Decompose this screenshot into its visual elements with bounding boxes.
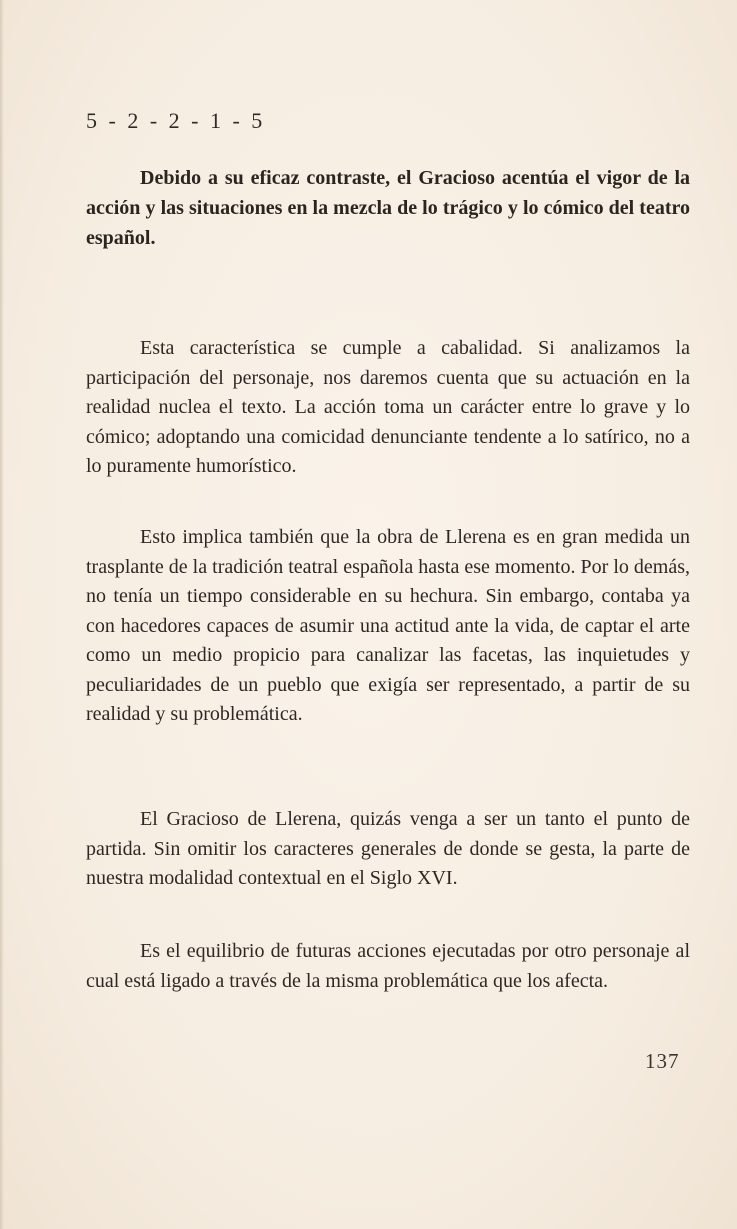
page-edge-shadow [0, 0, 4, 1229]
paragraph-3: El Gracioso de Llerena, quizás venga a ser un tanto el punto de partida. Sin omitir los caracteres generales de donde se gesta, la parte de nuestra modalidad contextual en el Siglo XVI. [86, 808, 690, 889]
section-number: 5 - 2 - 2 - 1 - 5 [86, 108, 266, 133]
paragraph-1: Esta característica se cumple a cabalidad. Si analizamos la participación del personaje, nos daremos cuenta que su actuación en la realidad nuclea el texto. La acción toma un carácter entre lo grave y lo cómico; adoptando una comicidad denunciante tendente a lo satírico, no a lo puramente humorístico. [86, 337, 690, 477]
page-number: 137 [645, 1049, 680, 1073]
paragraph-4: Es el equilibrio de futuras acciones ejecutadas por otro personaje al cual está ligado a través de la misma problemática que los afecta. [86, 940, 690, 992]
paragraph-2: Esto implica también que la obra de Llerena es en gran medida un trasplante de la tradición teatral española hasta ese momento. Por lo demás, no tenía un tiempo considerable en su hechura. Sin embargo, contaba ya con hacedores capaces de asumir una actitud ante la vida, de captar el arte como un medio propicio para canalizar las facetas, las inquietudes y peculiaridades de un pueblo que exigía ser representado, a partir de su realidad y su problemática. [86, 526, 690, 725]
thesis-statement: Debido a su eficaz contraste, el Gracioso acentúa el vigor de la acción y las situaciones en la mezcla de lo trágico y lo cómico del teatro español. [86, 167, 690, 249]
